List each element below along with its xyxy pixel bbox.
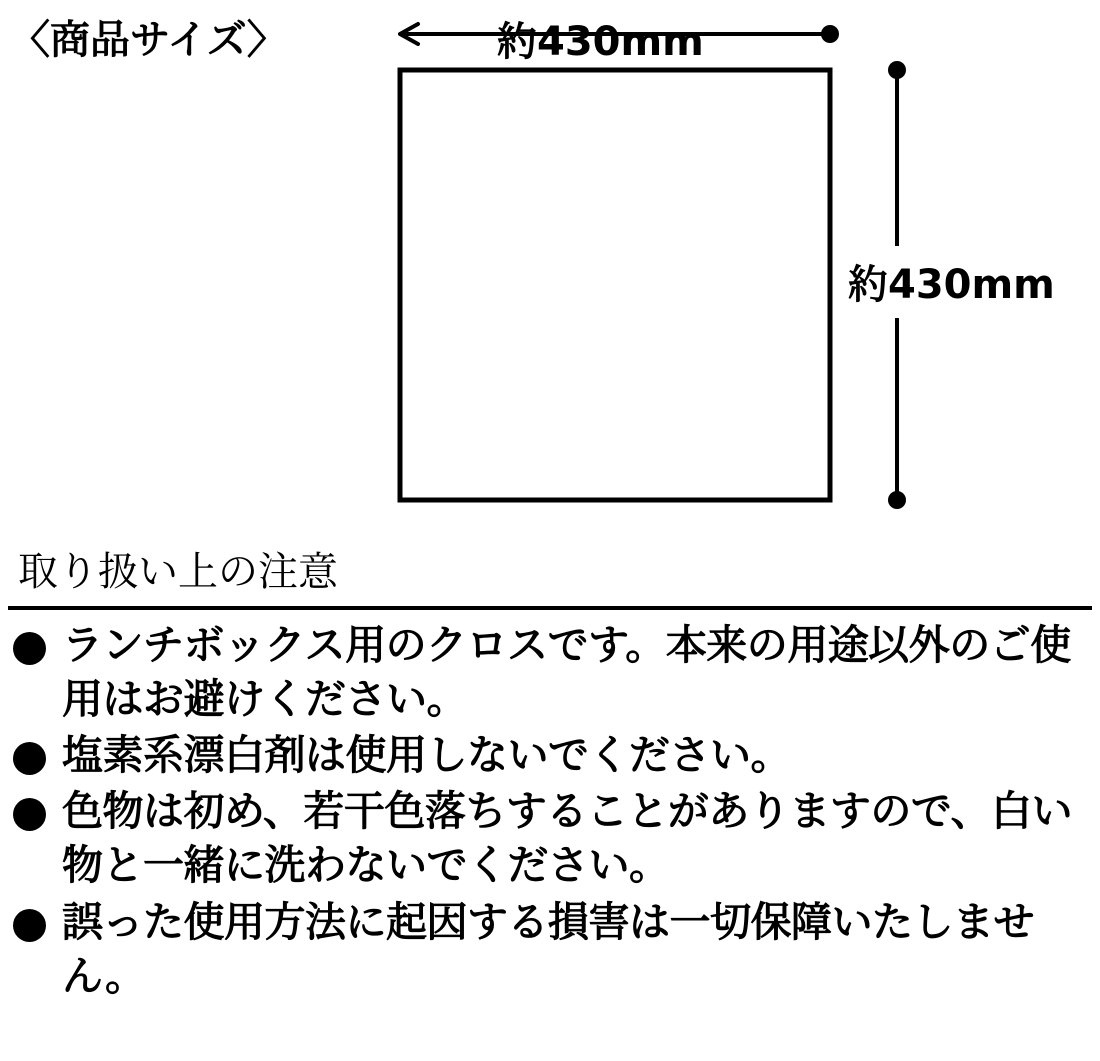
- caution-section-heading: 取り扱い上の注意: [18, 549, 338, 595]
- caution-text: 誤った使用方法に起因する損害は一切保障いたしません。: [62, 897, 1034, 1000]
- bullet-icon: [13, 742, 46, 775]
- height-dimension-bottom-dot: [888, 491, 906, 509]
- size-section-heading: 〈商品サイズ〉: [10, 17, 287, 63]
- product-square-outline: [400, 70, 830, 500]
- caution-divider: [8, 606, 1092, 610]
- width-dimension-end-dot: [821, 25, 839, 43]
- height-dimension-top-dot: [888, 61, 906, 79]
- list-item: [8, 784, 1094, 892]
- caution-text: 塩素系漂白剤は使用しないでください。: [62, 731, 791, 780]
- height-dimension-label: 約430mm: [848, 262, 1055, 308]
- caution-text: 色物は初め、若干色落ちすることがありますので、白い物と一緒に洗わないでください。: [62, 787, 1073, 890]
- list-item: [8, 895, 1094, 1003]
- list-item: [8, 728, 1094, 782]
- caution-text: ランチボックス用のクロスです。本来の用途以外のご使用はお避けください。: [62, 621, 1071, 724]
- bullet-icon: [13, 909, 46, 942]
- bullet-icon: [13, 632, 46, 665]
- list-item: [8, 618, 1094, 726]
- caution-list: [8, 618, 1094, 1005]
- width-dimension-label: 約430mm: [497, 19, 704, 65]
- bullet-icon: [13, 798, 46, 831]
